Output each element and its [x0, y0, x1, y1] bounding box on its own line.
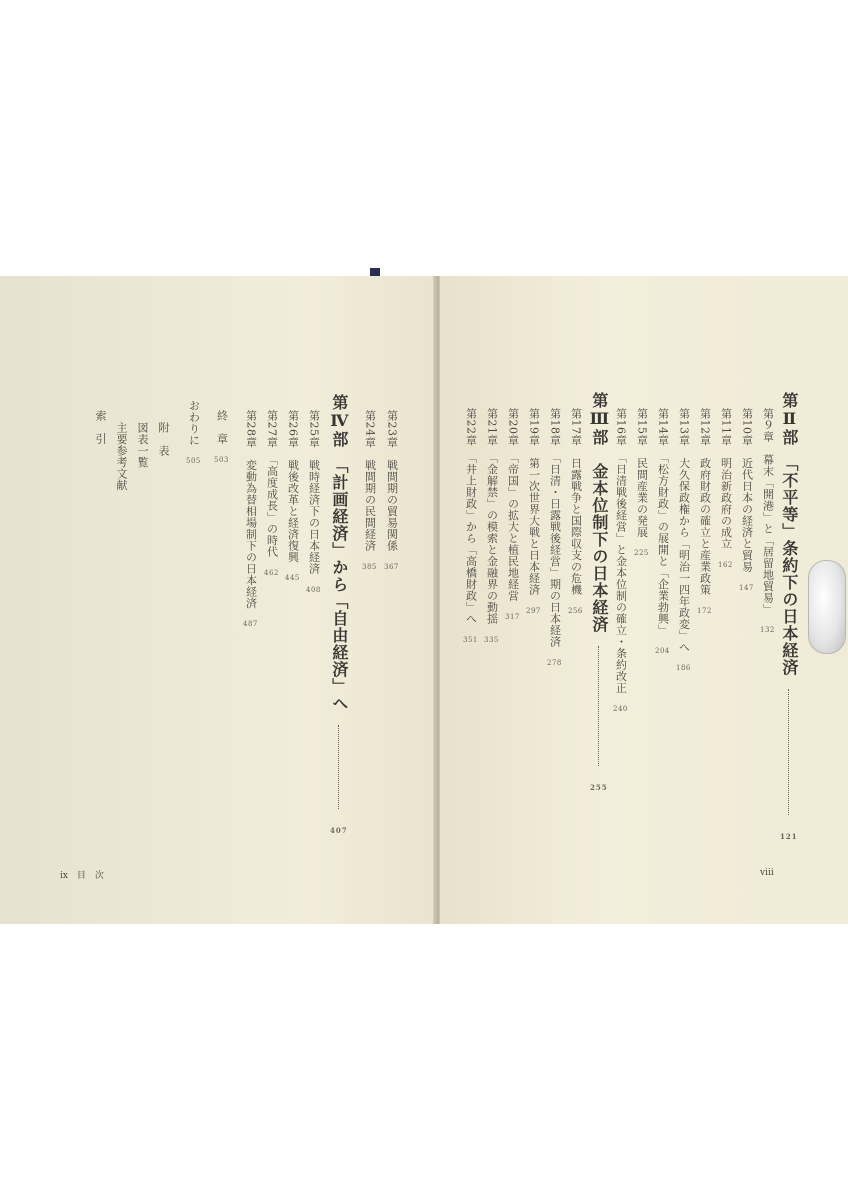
- page-number: 462: [264, 568, 279, 577]
- toc-entry: [505, 408, 520, 621]
- page-number: 487: [243, 620, 258, 628]
- page-number: 255: [590, 783, 608, 793]
- page-number: 445: [285, 574, 300, 582]
- toc-entry: [243, 410, 258, 628]
- toc-entry: [697, 408, 712, 615]
- toc-entry: [116, 422, 127, 491]
- chapter-title: 第12章 政府財政の確立と産業政策: [698, 408, 712, 596]
- toc-entry: [463, 408, 478, 644]
- running-head: 目 次: [76, 871, 104, 881]
- page-number: 204: [655, 647, 670, 655]
- toc-entry: [362, 410, 377, 571]
- toc-entry: [186, 400, 201, 465]
- chapter-title: 第19章 第一次世界大戦と日本経済: [527, 408, 541, 596]
- leader-dots: [598, 646, 599, 766]
- page-number: 186: [676, 664, 691, 672]
- chapter-title: 第28章 変動為替相場制下の日本経済: [244, 410, 258, 609]
- leader-dots: [788, 689, 789, 815]
- part-heading: [590, 392, 608, 791]
- toc-entry: [739, 408, 754, 592]
- endmatter-title: おわりに: [187, 400, 201, 446]
- page-number: 505: [186, 457, 201, 465]
- endmatter-title: 附 表: [157, 422, 170, 457]
- page-number: 367: [384, 562, 399, 571]
- chapter-title: 第14章 「松方財政」の展開と「企業勃興」: [656, 408, 670, 636]
- page-number: 351: [463, 635, 478, 644]
- page-number: 132: [760, 626, 775, 634]
- toc-entry: [95, 410, 106, 445]
- toc-entry: [214, 410, 229, 464]
- leader-dots: [338, 725, 339, 809]
- toc-entry: [568, 408, 583, 615]
- endmatter-title: 索 引: [94, 410, 107, 445]
- page-number: 172: [697, 606, 712, 615]
- page-number: 408: [306, 585, 321, 594]
- chapter-title: 第25章 戦時経済下の日本経済: [307, 410, 321, 575]
- chapter-title: 第18章 「日清・日露戦後経営」期の日本経済: [548, 408, 562, 648]
- chapter-title: 第15章 民間産業の発展: [635, 408, 649, 538]
- part-title: 第Ⅱ部 「不平等」条約下の日本経済: [779, 392, 799, 676]
- page-number: 503: [214, 455, 229, 464]
- chapter-title: 第９章 幕末「開港」と「居留地貿易」: [761, 408, 775, 615]
- toc-entry: [760, 408, 775, 634]
- page-number: 407: [330, 826, 348, 836]
- chapter-title: 第11章 明治新政府の成立: [719, 408, 733, 550]
- toc-entry: [158, 422, 169, 457]
- page-number: 317: [505, 612, 520, 621]
- toc-entry: [264, 410, 279, 577]
- part-title: 第Ⅳ部 「計画経済」から「自由経済」へ: [329, 394, 349, 712]
- chapter-title: 第24章 戦間期の民間経済: [363, 410, 377, 552]
- page-number: 225: [634, 549, 649, 557]
- chapter-title: 第13章 大久保政権から「明治一四年政変」へ: [677, 408, 691, 653]
- toc-entry: [676, 408, 691, 672]
- chapter-title: 第22章 「井上財政」から「高橋財政」へ: [464, 408, 478, 625]
- chapter-title: 第16章 「日清戦後経営」と金本位制の確立・条約改正: [614, 408, 628, 694]
- endmatter-title: 図表一覧: [136, 422, 149, 468]
- part-heading: [780, 392, 798, 840]
- chapter-title: 第21章 「金解禁」の模索と金融界の動揺: [485, 408, 499, 625]
- left-page: [0, 276, 436, 924]
- chapter-title: 第23章 戦間期の貿易関係: [385, 410, 399, 552]
- toc-entry: [526, 408, 541, 615]
- chapter-title: 第17章 日露戦争と国際収支の危機: [569, 408, 583, 596]
- page-number: 256: [568, 606, 583, 615]
- page-number: 335: [484, 635, 499, 644]
- toc-entry: [634, 408, 649, 557]
- toc-entry: [384, 410, 399, 571]
- toc-entry: [306, 410, 321, 594]
- part-heading: [330, 394, 348, 834]
- chapter-title: 第20章 「帝国」の拡大と植民地経営: [506, 408, 520, 602]
- footer: [60, 868, 104, 881]
- footer: [760, 868, 774, 878]
- chapter-title: 第10章 近代日本の経済と貿易: [740, 408, 754, 573]
- folio: viii: [760, 868, 774, 878]
- toc-entry: [484, 408, 499, 644]
- toc-entry: [285, 410, 300, 582]
- toc-entry: [547, 408, 562, 667]
- folio: ix: [60, 871, 68, 881]
- page-number: 121: [780, 832, 798, 842]
- page-number: 240: [613, 704, 628, 713]
- page-clip: [808, 560, 846, 654]
- page-number: 162: [718, 560, 733, 569]
- page-number: 278: [547, 658, 562, 667]
- chapter-title: 第26章 戦後改革と経済復興: [286, 410, 300, 563]
- right-page: [440, 276, 848, 924]
- toc-entry: [137, 422, 148, 468]
- chapter-title: 第27章 「高度成長」の時代: [265, 410, 279, 558]
- page-number: 385: [362, 562, 377, 571]
- page-number: 147: [739, 583, 754, 592]
- toc-entry: [613, 408, 628, 713]
- toc-entry: [718, 408, 733, 569]
- endmatter-title: 主要参考文献: [115, 422, 128, 491]
- endmatter-title: 終 章: [215, 410, 229, 445]
- part-title: 第Ⅲ部 金本位制下の日本経済: [589, 392, 609, 633]
- toc-entry: [655, 408, 670, 655]
- page-number: 297: [526, 606, 541, 615]
